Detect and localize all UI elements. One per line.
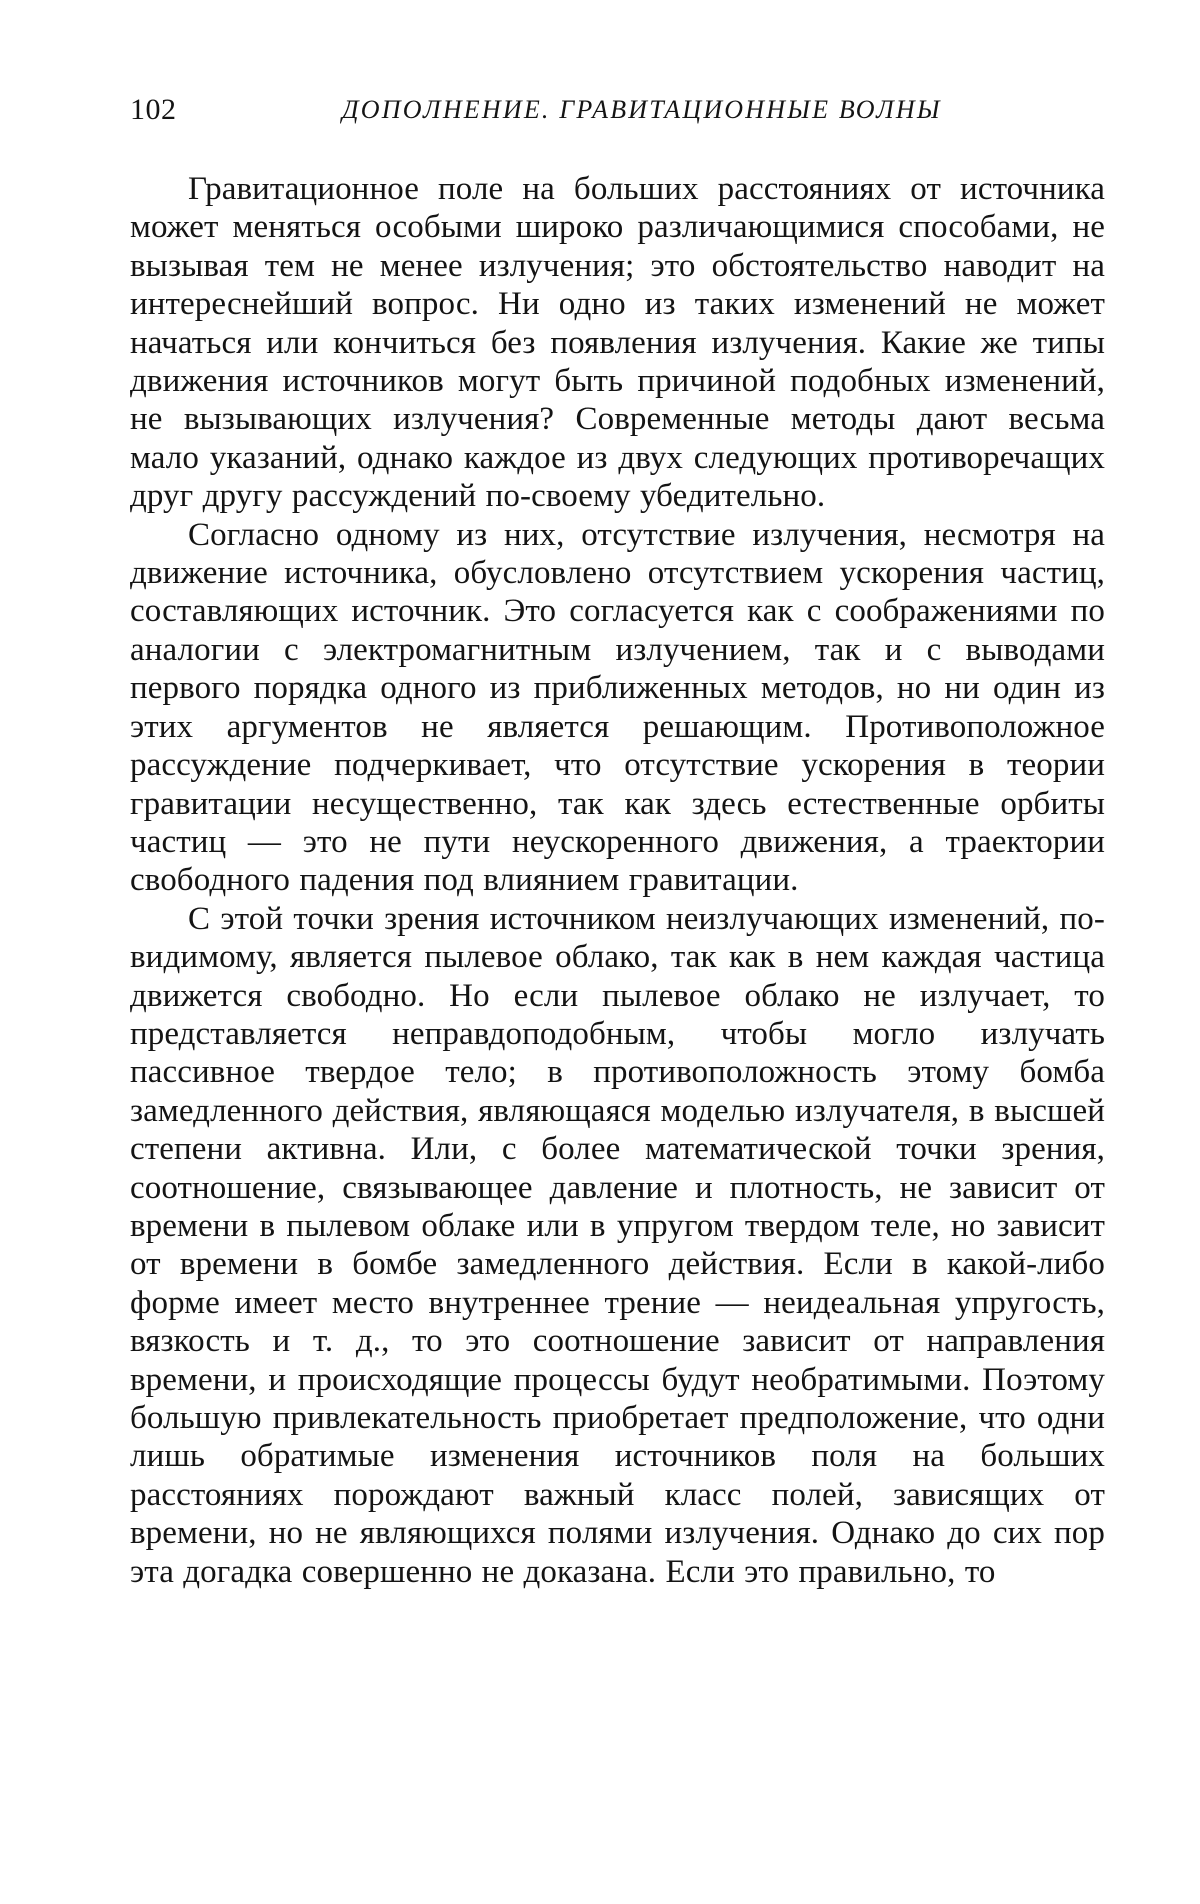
page-number: 102	[130, 93, 177, 126]
body-text	[130, 170, 1105, 1591]
paragraph-2: Согласно одному из них, отсутствие излучения, несмотря на движение источника, обусловлено отсутствием ускорения частиц, составляющих источник. Это согласуется как с соображениями по аналогии с электромагнитным излучением, так и с выводами первого порядка одного из приближенных методов, но ни один из этих аргументов не является решающим. Противоположное рассуждение подчеркивает, что отсутствие ускорения в теории гравитации несущественно, так как здесь естественные орбиты частиц — это не пути неускоренного движения, а траектории свободного падения под влиянием гравитации.	[130, 516, 1105, 899]
paragraph-1: Гравитационное поле на больших расстояниях от источника может меняться особыми широко различающимися способами, не вызывая тем не менее излучения; это обстоятельство наводит на интереснейший вопрос. Ни одно из таких изменений не может начаться или кончиться без появления излучения. Какие же типы движения источников могут быть причиной подобных изменений, не вызывающих излучения? Современные методы дают весьма мало указаний, однако каждое из двух следующих противоречащих друг другу рассуждений по-своему убедительно.	[130, 171, 1105, 515]
running-head	[130, 93, 1110, 133]
running-title: ДОПОЛНЕНИЕ. ГРАВИТАЦИОННЫЕ ВОЛНЫ	[342, 95, 942, 124]
paragraph-3: С этой точки зрения источником неизлучающих изменений, по-видимому, является пылевое облако, так как в нем каждая частица движется свободно. Но если пылевое облако не излучает, то представляется неправдоподобным, чтобы могло излучать пассивное твердое тело; в противоположность этому бомба замедленного действия, являющаяся моделью излучателя, в высшей степени активна. Или, с более математической точки зрения, соотношение, связывающее давление и плотность, не зависит от времени в пылевом облаке или в упругом твердом теле, но зависит от времени в бомбе замедленного действия. Если в какой-либо форме имеет место внутреннее трение — неидеальная упругость, вязкость и т. д., то это соотношение зависит от направления времени, и происходящие процессы будут необратимыми. Поэтому большую привлекательность приобретает предположение, что одни лишь обратимые изменения источников поля на больших расстояниях порождают важный класс полей, зависящих от времени, но не являющихся полями излучения. Однако до сих пор эта догадка совершенно не доказана. Если это правильно, то	[130, 900, 1105, 1590]
